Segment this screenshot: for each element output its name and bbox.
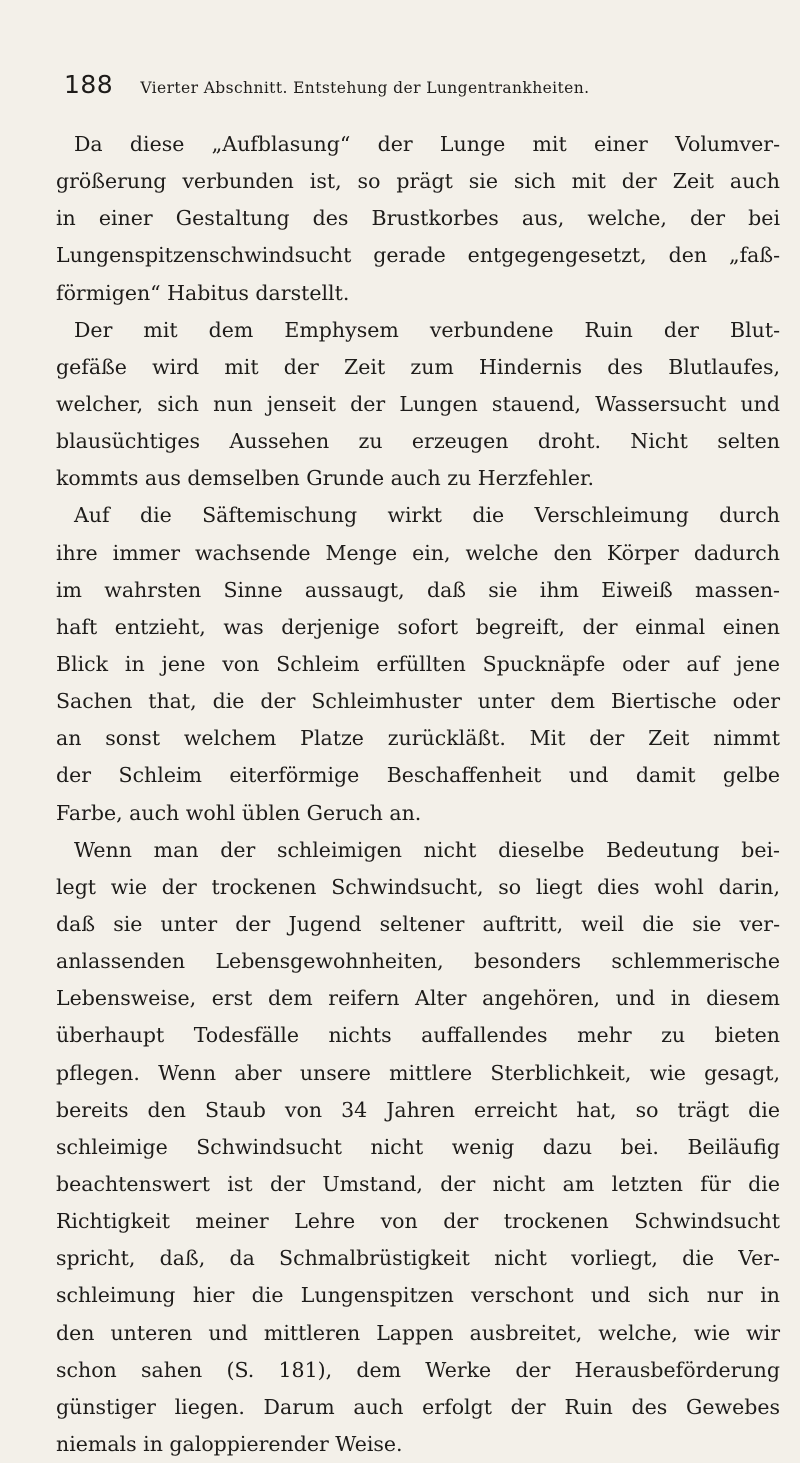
text-line: pflegen. Wenn aber unsere mittlere Sterblichkeit, wie gesagt, [56, 1060, 780, 1085]
text-line: im wahrsten Sinne aussaugt, daß sie ihm Eiweiß massen- [56, 577, 780, 602]
text-line: niemals in galoppierender Weise. [56, 1431, 403, 1456]
running-head: Vierter Abschnitt. Entstehung der Lungentrankheiten. [140, 79, 590, 97]
text-line: größerung verbunden ist, so prägt sie sich mit der Zeit auch [56, 169, 780, 194]
text-line: schon sahen (S. 181), dem Werke der Herausbeförderung [56, 1357, 780, 1382]
text-line: in einer Gestaltung des Brustkorbes aus, welche, der bei [56, 206, 780, 231]
text-line: blausüchtiges Aussehen zu erzeugen droht. Nicht selten [56, 429, 780, 454]
text-line: überhaupt Todesfälle nichts auffallendes mehr zu bieten [56, 1023, 780, 1048]
text-line: gefäße wird mit der Zeit zum Hindernis des Blutlaufes, [56, 354, 780, 379]
text-line: schleimige Schwindsucht nicht wenig dazu bei. Beiläufig [56, 1134, 780, 1159]
text-line: anlassenden Lebensgewohnheiten, besonders schlemmerische [56, 949, 780, 974]
text-line: an sonst welchem Platze zurückläßt. Mit der Zeit nimmt [56, 726, 780, 751]
text-line: schleimung hier die Lungenspitzen verschont und sich nur in [56, 1283, 780, 1308]
text-line: Lebensweise, erst dem reifern Alter angehören, und in diesem [56, 986, 780, 1011]
text-line: Auf die Säftemischung wirkt die Verschleimung durch [74, 503, 780, 528]
text-line: Lungenspitzenschwindsucht gerade entgegengesetzt, den „faß- [56, 243, 780, 268]
text-line: ihre immer wachsende Menge ein, welche den Körper dadurch [56, 540, 780, 565]
text-line: Sachen that, die der Schleimhuster unter dem Biertische oder [56, 689, 780, 714]
text-line: förmigen“ Habitus darstellt. [56, 280, 350, 305]
text-line: haft entzieht, was derjenige sofort begreift, der einmal einen [56, 614, 780, 639]
text-line: günstiger liegen. Darum auch erfolgt der Ruin des Gewebes [56, 1394, 780, 1419]
text-line: Richtigkeit meiner Lehre von der trockenen Schwindsucht [56, 1209, 780, 1234]
text-line: Da diese „Aufblasung“ der Lunge mit einer Volumver- [74, 132, 780, 156]
text-line: welcher, sich nun jenseit der Lungen stauend, Wassersucht und [56, 391, 780, 416]
text-line: Farbe, auch wohl üblen Geruch an. [56, 800, 422, 825]
text-line: der Schleim eiterförmige Beschaffenheit und damit gelbe [56, 763, 780, 788]
text-line: Wenn man der schleimigen nicht dieselbe Bedeutung bei- [74, 837, 780, 862]
page-header [64, 70, 784, 100]
body-text [56, 126, 780, 1463]
text-line: Der mit dem Emphysem verbundene Ruin der Blut- [74, 317, 780, 342]
text-line: legt wie der trockenen Schwindsucht, so liegt dies wohl darin, [56, 874, 780, 899]
text-line: kommts aus demselben Grunde auch zu Herzfehler. [56, 466, 595, 491]
text-line: den unteren und mittleren Lappen ausbreitet, welche, wie wir [56, 1320, 780, 1345]
text-line: spricht, daß, da Schmalbrüstigkeit nicht vorliegt, die Ver- [56, 1246, 780, 1271]
page-number: 188 [64, 70, 114, 99]
text-line: beachtenswert ist der Umstand, der nicht am letzten für die [56, 1171, 780, 1196]
text-line: bereits den Staub von 34 Jahren erreicht hat, so trägt die [56, 1097, 780, 1122]
text-line: Blick in jene von Schleim erfüllten Spucknäpfe oder auf jene [56, 651, 780, 676]
text-line: daß sie unter der Jugend seltener auftritt, weil die sie ver- [56, 911, 780, 936]
